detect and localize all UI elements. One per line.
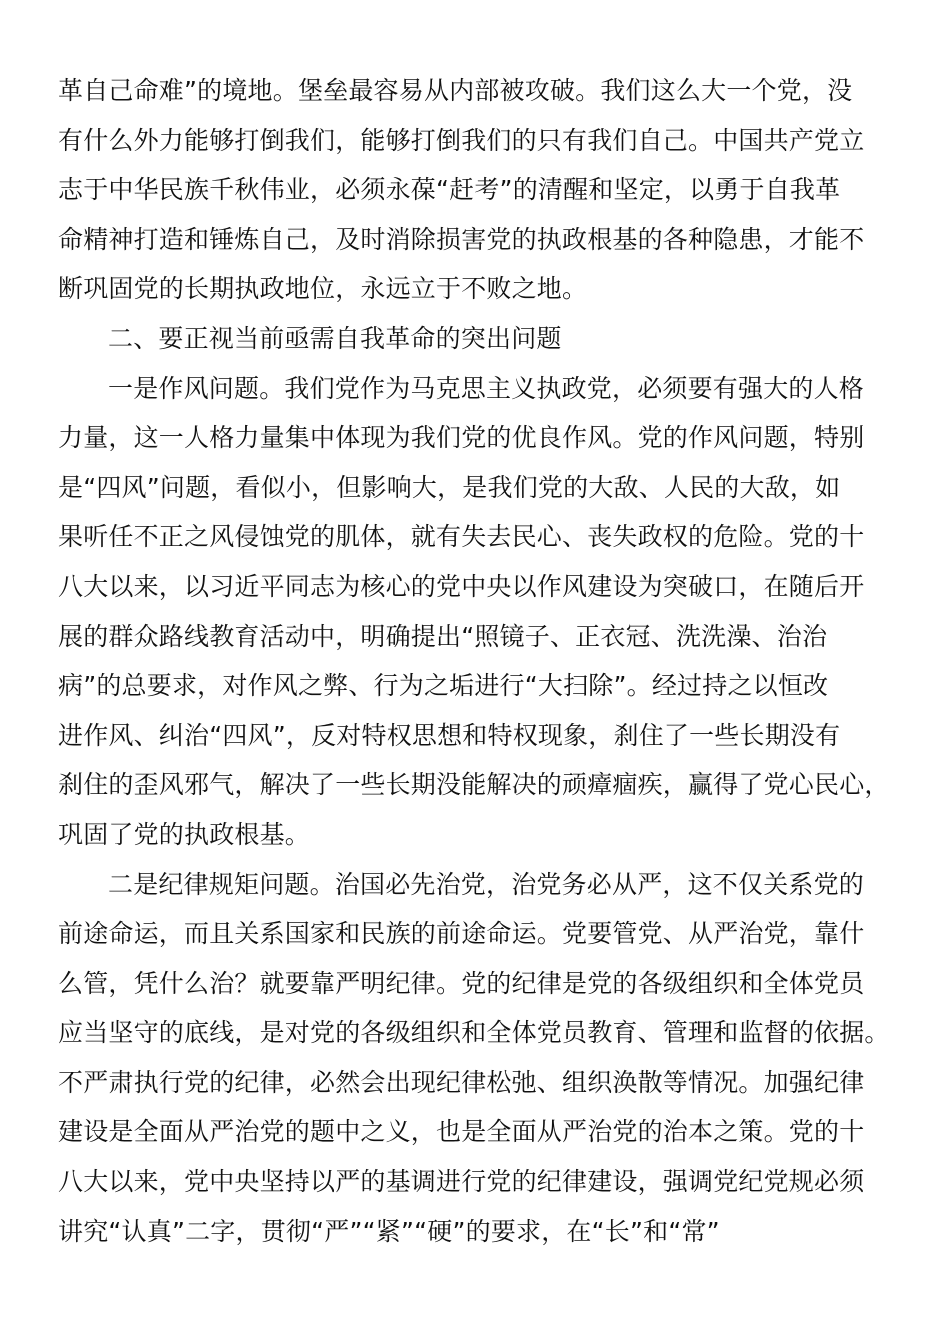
text-line: 革自己命难”的境地。堡垒最容易从内部被攻破。我们这么大一个党，没 bbox=[58, 76, 853, 105]
text-line: 展的群众路线教育活动中，明确提出“照镜子、正衣冠、洗洗澡、治治 bbox=[58, 621, 828, 651]
text-line: 命精神打造和锤炼自己，及时消除损害党的执政根基的各种隐患，才能不 bbox=[58, 224, 865, 254]
text-line: 有什么外力能够打倒我们，能够打倒我们的只有我们自己。中国共产党立 bbox=[58, 125, 865, 155]
text-line: 果听任不正之风侵蚀党的肌体，就有失去民心、丧失政权的危险。党的十 bbox=[58, 522, 865, 552]
text-line: 一是作风问题。我们党作为马克思主义执政党，必须要有强大的人格 bbox=[108, 373, 865, 403]
text-line: 建设是全面从严治党的题中之义，也是全面从严治党的治本之策。党的十 bbox=[58, 1117, 865, 1147]
text-line: 断巩固党的长期执政地位，永远立于不败之地。 bbox=[58, 274, 588, 304]
text-line: 病”的总要求，对作风之弊、行为之垢进行“大扫除”。经过持之以恒改 bbox=[58, 671, 829, 701]
text-line: 二是纪律规矩问题。治国必先治党，治党务必从严，这不仅关系党的 bbox=[108, 869, 865, 899]
text-line: 八大以来，以习近平同志为核心的党中央以作风建设为突破口，在随后开 bbox=[58, 571, 865, 601]
text-line: 讲究“认真”二字，贯彻“严”“紧”“硬”的要求，在“长”和“常” bbox=[58, 1216, 720, 1246]
text-line: 刹住的歪风邪气，解决了一些长期没能解决的顽瘴痼疾，赢得了党心民心， bbox=[58, 770, 890, 800]
text-line: 力量，这一人格力量集中体现为我们党的优良作风。党的作风问题，特别 bbox=[58, 423, 865, 453]
text-line: 志于中华民族千秋伟业，必须永葆“赶考”的清醒和坚定，以勇于自我革 bbox=[58, 175, 841, 205]
text-line: 么管，凭什么治？就要靠严明纪律。党的纪律是党的各级组织和全体党员 bbox=[58, 968, 865, 998]
text-line: 不严肃执行党的纪律，必然会出现纪律松弛、组织涣散等情况。加强纪律 bbox=[58, 1067, 865, 1097]
text-line: 巩固了党的执政根基。 bbox=[58, 819, 311, 849]
text-line: 八大以来，党中央坚持以严的基调进行党的纪律建设，强调党纪党规必须 bbox=[58, 1167, 865, 1197]
section-heading: 二、要正视当前亟需自我革命的突出问题 bbox=[108, 323, 562, 353]
text-line: 前途命运，而且关系国家和民族的前途命运。党要管党、从严治党，靠什 bbox=[58, 919, 865, 949]
text-line: 是“四风”问题，看似小，但影响大，是我们党的大敌、人民的大敌，如 bbox=[58, 472, 841, 502]
body-text bbox=[58, 66, 896, 1256]
text-line: 应当坚守的底线，是对党的各级组织和全体党员教育、管理和监督的依据。 bbox=[58, 1018, 890, 1048]
text-line: 进作风、纠治“四风”，反对特权思想和特权现象，刹住了一些长期没有 bbox=[58, 720, 841, 750]
